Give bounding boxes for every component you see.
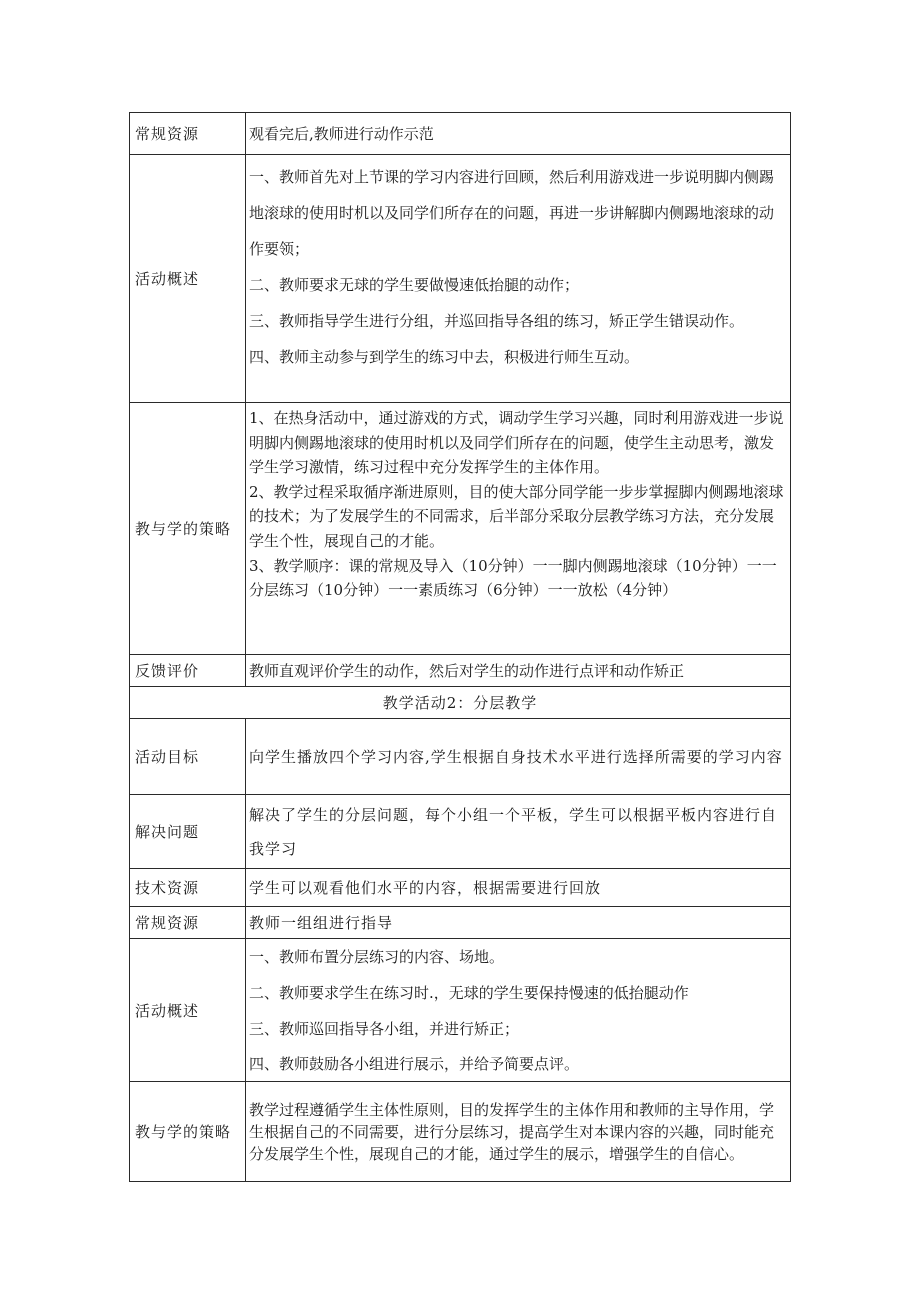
- row-content: [246, 1082, 791, 1182]
- table-row: [130, 869, 791, 907]
- table-row: [130, 403, 791, 655]
- row-content: [246, 113, 791, 155]
- content-paragraph: 二、教师要求无球的学生要做慢速低抬腿的动作；: [249, 276, 580, 294]
- content-paragraph: 观看完后,教师进行动作示范: [249, 124, 434, 143]
- lesson-plan-table: [129, 112, 791, 1182]
- row-label: 技术资源: [130, 869, 246, 907]
- table-row: [130, 795, 791, 869]
- row-content: [246, 939, 791, 1082]
- content-paragraph: 1、在热身活动中，通过游戏的方式，调动学生学习兴趣，同时利用游戏进一步说明脚内侧踢地滚球的使用时机以及同学们所存在的问题，使学生主动思考，激发学生学习激情，练习过程中充分发挥学生的主体作用。: [249, 409, 784, 477]
- content-paragraph: 教师一组组进行指导: [249, 913, 394, 932]
- row-label: 反馈评价: [130, 655, 246, 687]
- content-paragraph: 四、教师鼓励各小组进行展示，并给予简要点评。: [249, 1055, 580, 1073]
- content-paragraph: 二、教师要求学生在练习时.，无球的学生要保持慢速的低抬腿动作: [249, 984, 689, 1002]
- row-label: 常规资源: [130, 907, 246, 939]
- section-header-row: [130, 687, 791, 719]
- table-row: [130, 1082, 791, 1182]
- row-content: [246, 403, 791, 655]
- content-paragraph: 向学生播放四个学习内容,学生根据自身技术水平进行选择所需要的学习内容: [249, 747, 783, 766]
- content-paragraph: 三、教师指导学生进行分组，并巡回指导各组的练习，矫正学生错误动作。: [249, 312, 745, 330]
- content-paragraph: 教学过程遵循学生主体性原则，目的发挥学生的主体作用和教师的主导作用，学生根据自己的不同需要，进行分层练习，提高学生对本课内容的兴趣，同时能充分发展学生个性，展现自己的才能，通过学生的展示，增强学生的自信心。: [249, 1100, 775, 1163]
- section-title: 教学活动2：分层教学: [130, 687, 791, 719]
- row-content: [246, 655, 791, 687]
- content-paragraph: 3、教学顺序：课的常规及导入（10分钟）一一脚内侧踢地滚球（10分钟）一一分层练习（10分钟）一一素质练习（6分钟）一一放松（4分钟）: [249, 556, 777, 600]
- row-label: 常规资源: [130, 113, 246, 155]
- table-row: [130, 719, 791, 795]
- row-content: [246, 155, 791, 403]
- table-row: [130, 907, 791, 939]
- row-label: 解决问题: [130, 795, 246, 869]
- row-label: 教与学的策略: [130, 403, 246, 655]
- table-row: [130, 939, 791, 1082]
- content-paragraph: 三、教师巡回指导各小组，并进行矫正；: [249, 1020, 520, 1038]
- content-paragraph: 解决了学生的分层问题，每个小组一个平板，学生可以根据平板内容进行自我学习: [249, 805, 778, 858]
- row-content: [246, 907, 791, 939]
- content-paragraph: 学生可以观看他们水平的内容，根据需要进行回放: [249, 878, 602, 897]
- row-label: 教与学的策略: [130, 1082, 246, 1182]
- content-paragraph: 一、教师布置分层练习的内容、场地。: [249, 948, 505, 966]
- content-paragraph: 四、教师主动参与到学生的练习中去，积极进行师生互动。: [249, 348, 640, 366]
- content-paragraph: 2、教学过程采取循序渐进原则，目的使大部分同学能一步步掌握脚内侧踢地滚球的技术；为了发展学生的不同需求，后半部分采取分层教学练习方法，充分发展学生个性，展现自己的才能。: [249, 482, 784, 550]
- content-paragraph: 一、教师首先对上节课的学习内容进行回顾，然后利用游戏进一步说明脚内侧踢地滚球的使用时机以及同学们所存在的问题，再进一步讲解脚内侧踢地滚球的动作要领；: [249, 168, 775, 258]
- row-label: 活动概述: [130, 939, 246, 1082]
- table-row: [130, 655, 791, 687]
- content-paragraph: 教师直观评价学生的动作，然后对学生的动作进行点评和动作矫正: [249, 661, 685, 680]
- row-content: [246, 719, 791, 795]
- row-content: [246, 869, 791, 907]
- row-label: 活动概述: [130, 155, 246, 403]
- row-label: 活动目标: [130, 719, 246, 795]
- table-row: [130, 155, 791, 403]
- row-content: [246, 795, 791, 869]
- table-row: [130, 113, 791, 155]
